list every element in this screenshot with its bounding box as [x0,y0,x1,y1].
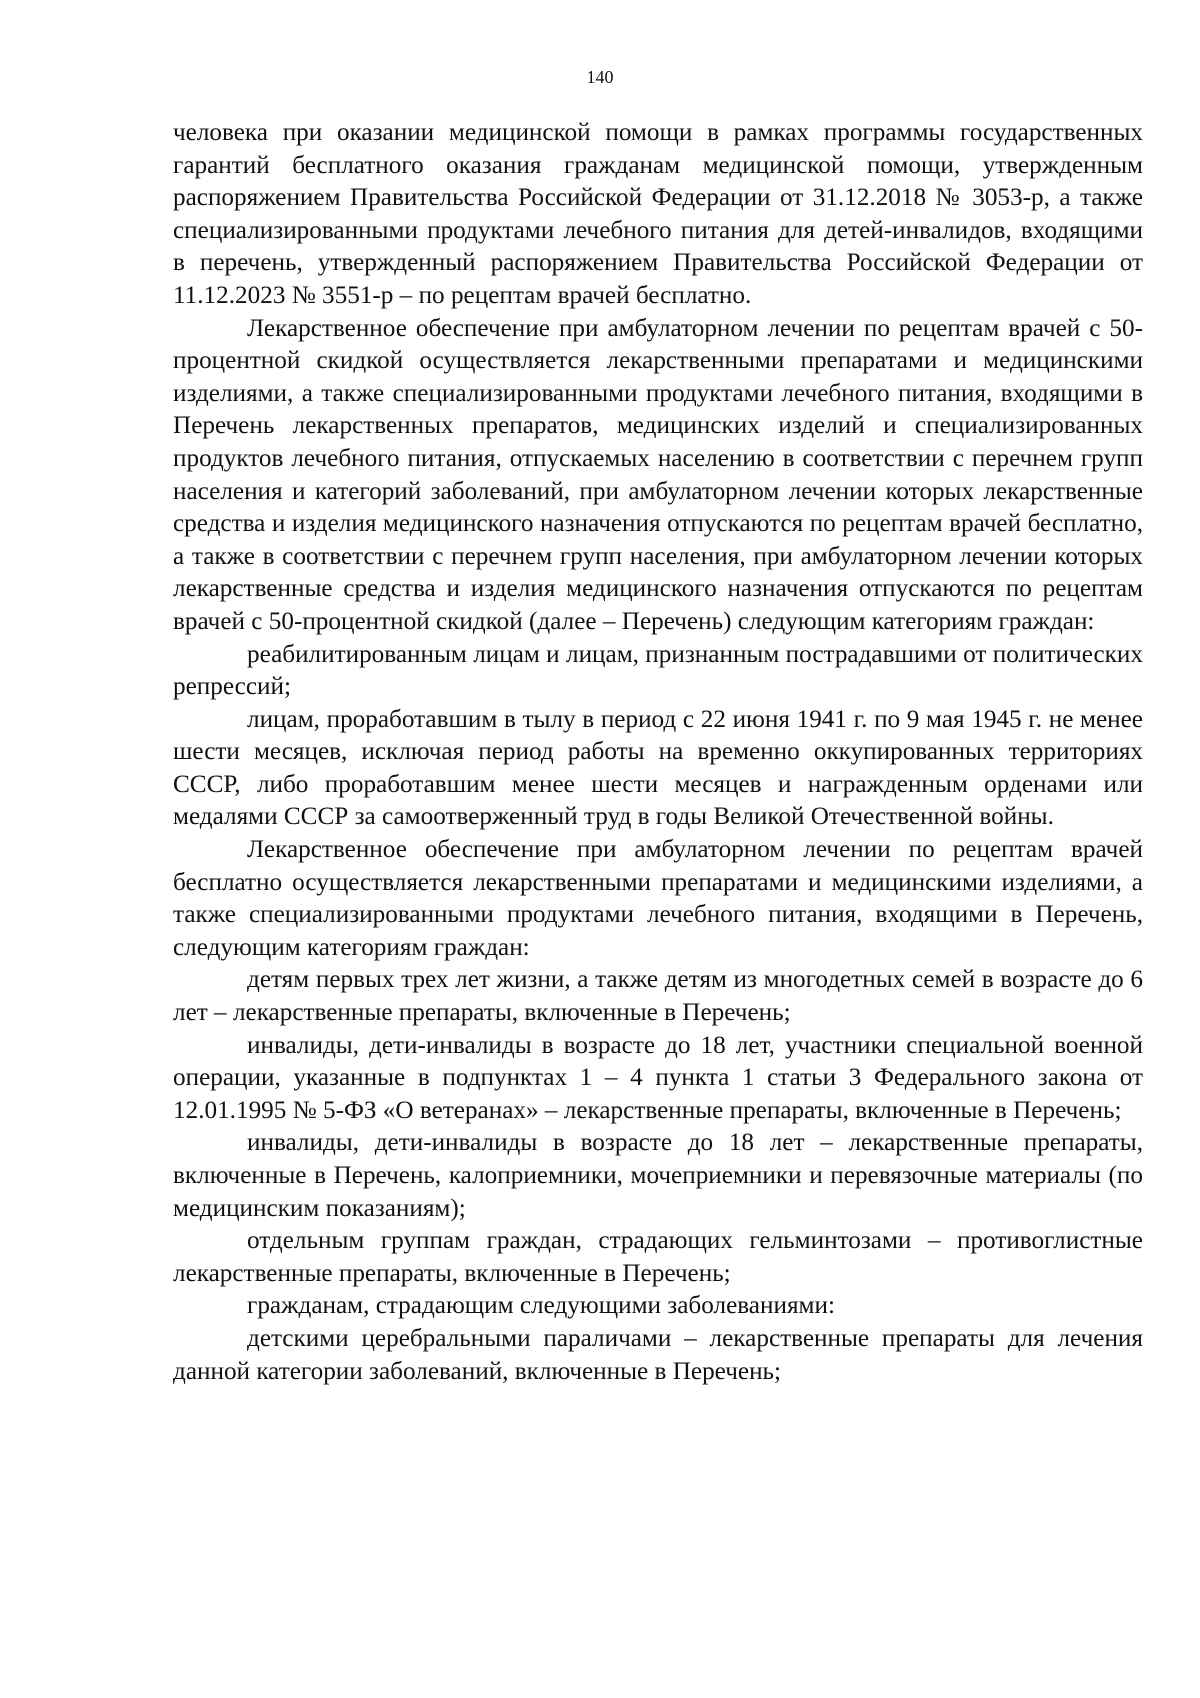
paragraph: Лекарственное обеспечение при амбулаторном лечении по рецептам врачей бесплатно осуществляется лекарственными препаратами и медицинскими изделиями, а также специализированными продуктами лечебного питания, входящими в Перечень, следующим категориям граждан: [173,836,1143,961]
paragraph: реабилитированным лицам и лицам, признанным пострадавшими от политических репрессий; [173,640,1143,701]
paragraph: детям первых трех лет жизни, а также детям из многодетных семей в возрасте до 6 лет – лекарственные препараты, включенные в Перечень; [173,966,1143,1027]
paragraph: отдельным группам граждан, страдающих гельминтозами – противоглистные лекарственные препараты, включенные в Перечень; [173,1227,1143,1287]
paragraph: детскими церебральными параличами – лекарственные препараты для лечения данной категории заболеваний, включенные в Перечень; [173,1324,1143,1385]
page-number: 140 [586,67,614,87]
paragraph: инвалиды, дети-инвалиды в возрасте до 18 лет, участники специальной военной операции, указанные в подпунктах 1 – 4 пункта 1 статьи 3 Федерального закона от 12.01.1995 № 5-ФЗ «О ветеранах» – лекарственные препараты, включенные в Перечень; [173,1031,1143,1124]
paragraph: Лекарственное обеспечение при амбулаторном лечении по рецептам врачей с 50-процентной скидкой осуществляется лекарственными препаратами и медицинскими изделиями, а также специализированными продуктами лечебного питания, входящими в Перечень лекарственных препаратов, медицинских изделий и специализированных продуктов лечебного питания, отпускаемых населению в соответствии с перечнем групп населения и категорий заболеваний, при амбулаторном лечении которых лекарственные средства и изделия медицинского назначения отпускаются по рецептам врачей бесплатно, а также в соответствии с перечнем групп населения, при амбулаторном лечении которых лекарственные средства и изделия медицинского назначения отпускаются по рецептам врачей с 50-процентной скидкой (далее – Перечень) следующим категориям граждан: [173,314,1143,635]
paragraph: гражданам, страдающим следующими заболеваниями: [247,1292,835,1320]
paragraph: лицам, проработавшим в тылу в период с 22 июня 1941 г. по 9 мая 1945 г. не менее шести месяцев, исключая период работы на временно оккупированных территориях СССР, либо проработавшим менее шести месяцев и награжденным орденами или медалями СССР за самоотверженный труд в годы Великой Отечественной войны. [173,705,1143,831]
paragraph: человека при оказании медицинской помощи в рамках программы государственных гарантий бесплатного оказания гражданам медицинской помощи, утвержденным распоряжением Правительства Российской Федерации от 31.12.2018 № 3053-р, а также специализированными продуктами лечебного питания для детей-инвалидов, входящими в перечень, утвержденный распоряжением Правительства Российской Федерации от 11.12.2023 № 3551-р – по рецептам врачей бесплатно. [173,119,1143,309]
document-body [173,117,1143,1388]
paragraph: инвалиды, дети-инвалиды в возрасте до 18 лет – лекарственные препараты, включенные в Перечень, калоприемники, мочеприемники и перевязочные материалы (по медицинским показаниям); [173,1129,1143,1222]
